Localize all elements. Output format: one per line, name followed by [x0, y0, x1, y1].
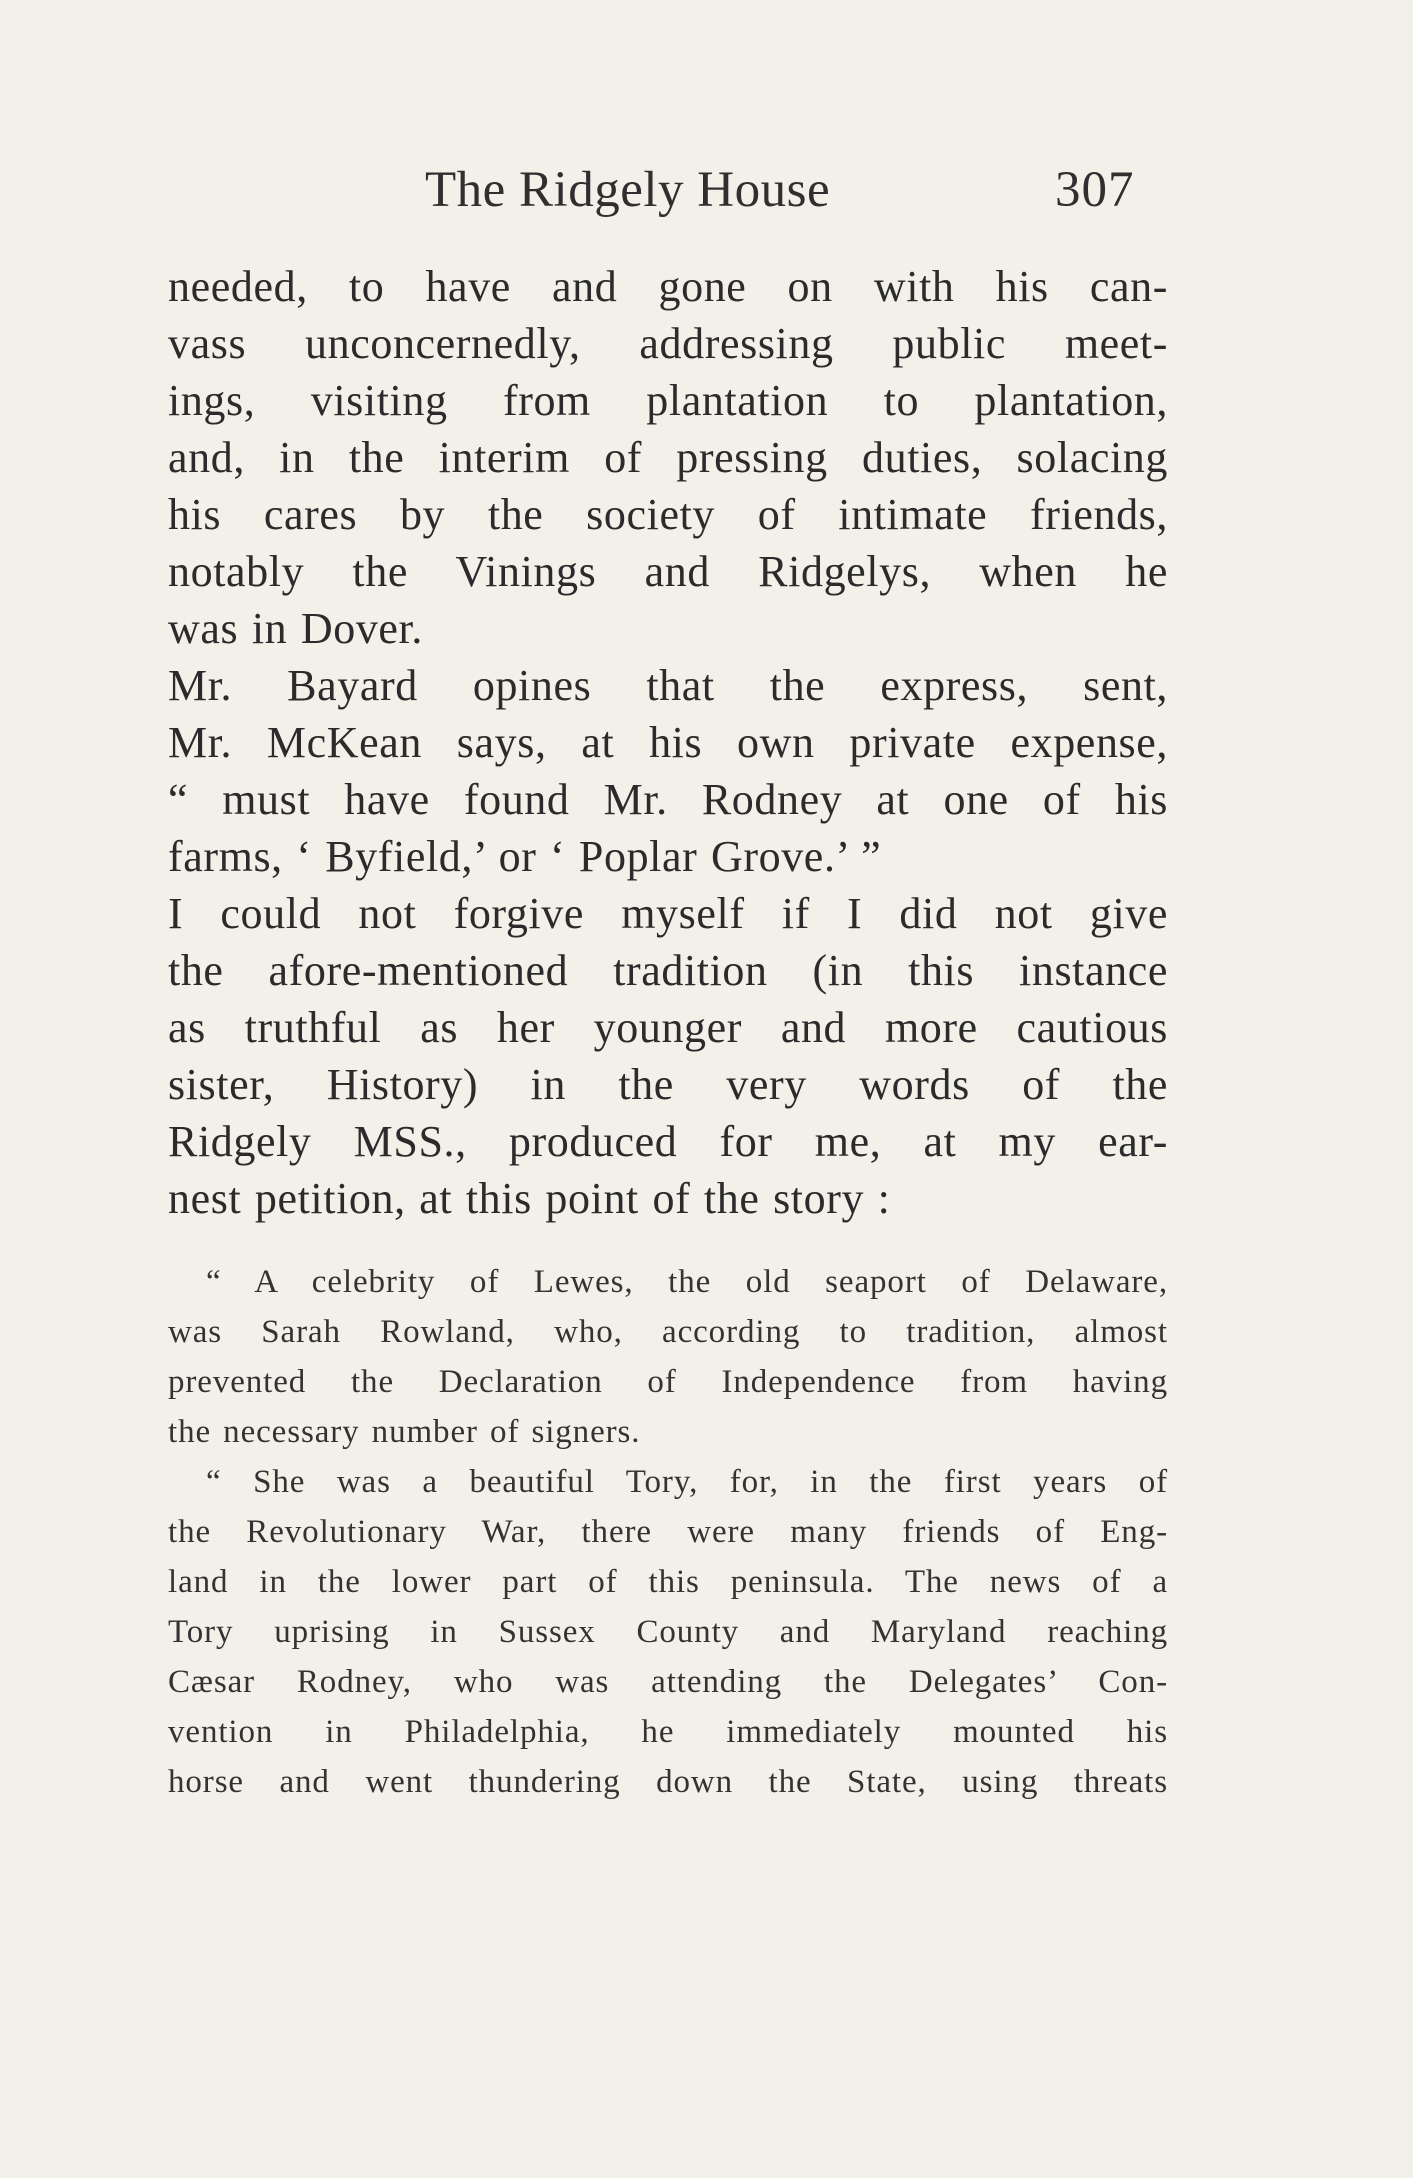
quote-line: vention in Philadelphia, he immediately mounted his	[168, 1714, 1168, 1750]
text-line: needed, to have and gone on with his can-	[168, 262, 1168, 311]
quote-line: was Sarah Rowland, who, according to tradition, almost	[168, 1314, 1168, 1350]
quote-line: “ She was a beautiful Tory, for, in the first years of	[206, 1464, 1168, 1500]
text-line: “ must have found Mr. Rodney at one of his	[168, 775, 1168, 824]
text-line: Mr. Bayard opines that the express, sent,	[168, 661, 1168, 710]
page-number: 307	[1055, 162, 1135, 218]
body-text	[168, 258, 1168, 1227]
quote-line: the necessary number of signers.	[168, 1414, 641, 1450]
text-line: nest petition, at this point of the story :	[168, 1174, 891, 1223]
quote-line: prevented the Declaration of Independence from having	[168, 1364, 1168, 1400]
text-line: as truthful as her younger and more cautious	[168, 1003, 1168, 1052]
quote-line: Tory uprising in Sussex County and Maryland reaching	[168, 1614, 1168, 1650]
page-content	[168, 150, 1168, 1807]
text-line: his cares by the society of intimate friends,	[168, 490, 1168, 539]
quote-line: Cæsar Rodney, who was attending the Delegates’ Con-	[168, 1664, 1168, 1700]
quote-line: the Revolutionary War, there were many friends of Eng-	[168, 1514, 1168, 1550]
text-line: and, in the interim of pressing duties, solacing	[168, 433, 1168, 482]
text-line: was in Dover.	[168, 604, 423, 653]
text-line: notably the Vinings and Ridgelys, when he	[168, 547, 1168, 596]
quote-line: land in the lower part of this peninsula. The news of a	[168, 1564, 1168, 1600]
text-line: farms, ‘ Byfield,’ or ‘ Poplar Grove.’ ”	[168, 832, 882, 881]
block-quote	[168, 1257, 1168, 1807]
text-line: ings, visiting from plantation to plantation,	[168, 376, 1168, 425]
quote-line: horse and went thundering down the State, using threats	[168, 1764, 1168, 1800]
text-line: I could not forgive myself if I did not give	[168, 889, 1168, 938]
text-line: the afore-mentioned tradition (in this instance	[168, 946, 1168, 995]
running-head: The Ridgely House	[425, 162, 831, 218]
text-line: Ridgely MSS., produced for me, at my ear-	[168, 1117, 1168, 1166]
text-line: Mr. McKean says, at his own private expense,	[168, 718, 1168, 767]
quote-line: “ A celebrity of Lewes, the old seaport of Delaware,	[206, 1264, 1168, 1300]
text-line: sister, History) in the very words of the	[168, 1060, 1168, 1109]
text-line: vass unconcernedly, addressing public meet-	[168, 319, 1168, 368]
page-header	[168, 150, 1168, 230]
